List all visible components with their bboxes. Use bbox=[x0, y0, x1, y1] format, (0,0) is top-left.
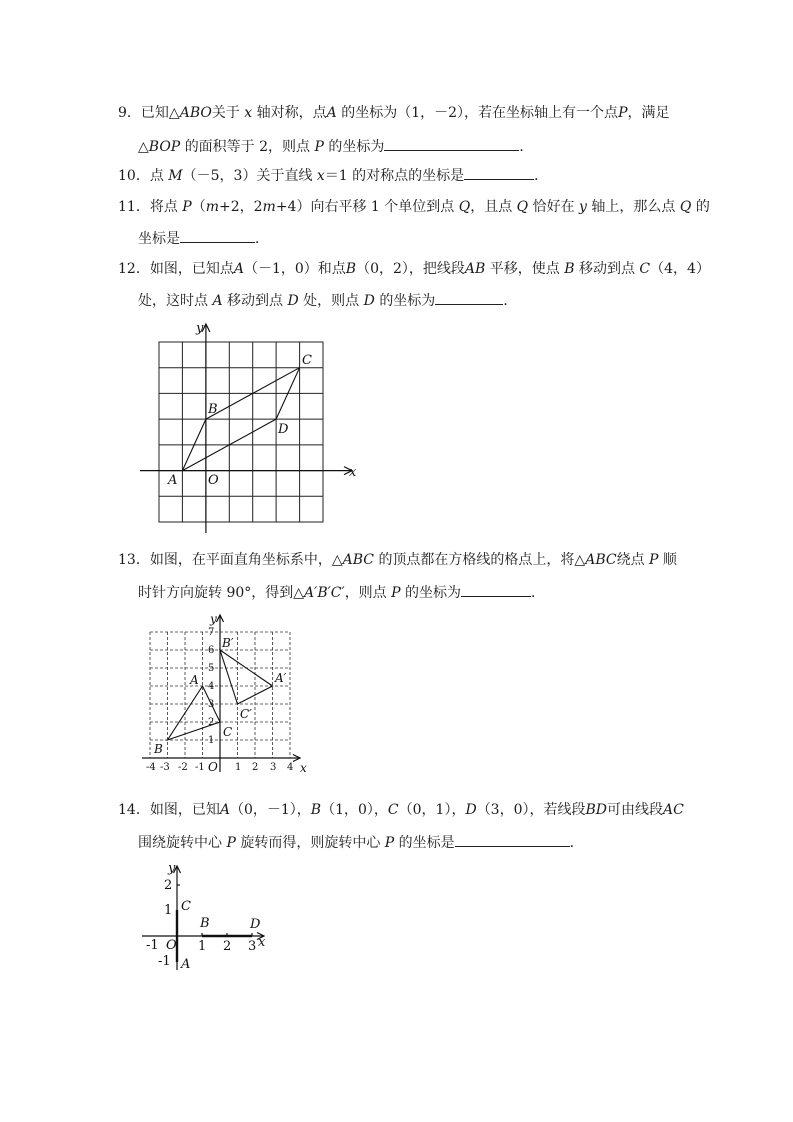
q12-point-b-label: B bbox=[208, 402, 218, 417]
q9-answer-blank[interactable] bbox=[384, 136, 519, 151]
q14-point-d-label: D bbox=[250, 917, 261, 932]
q14-point-b-label: B bbox=[200, 916, 210, 931]
q14-origin-label: O bbox=[166, 938, 177, 953]
q12-x-label: x bbox=[349, 465, 357, 480]
q13-ytick: 1 bbox=[208, 735, 215, 746]
q14-answer-blank[interactable] bbox=[455, 832, 570, 847]
q12-point-c-label: C bbox=[302, 353, 312, 368]
q13-point-b1-label: B′ bbox=[222, 636, 234, 650]
q12-axes bbox=[140, 324, 352, 533]
q10-answer-blank[interactable] bbox=[464, 165, 534, 180]
q14-point-c-label: C bbox=[181, 899, 191, 914]
q14-x-label: x bbox=[258, 935, 266, 950]
q9-number: 9． bbox=[118, 105, 141, 121]
q11-answer-blank[interactable] bbox=[180, 228, 255, 243]
q13-answer-blank[interactable] bbox=[461, 582, 531, 597]
q12-point-a-label: A bbox=[168, 473, 178, 488]
q14-xtick-minus-1: -1 bbox=[146, 938, 159, 953]
q13-xtick: 1 bbox=[235, 762, 242, 773]
q13-xtick: -2 bbox=[178, 762, 188, 773]
triangle-abc bbox=[168, 686, 221, 740]
q9-line-2: △BOP 的面积等于 2，则点 P 的坐标为 ． bbox=[138, 136, 533, 157]
q12-number: 12． bbox=[118, 261, 150, 277]
q12-grid bbox=[159, 342, 323, 522]
q13-ytick: 6 bbox=[208, 645, 215, 656]
q14-figure bbox=[140, 860, 280, 975]
q13-xtick: 3 bbox=[270, 762, 277, 773]
q13-ytick: 2 bbox=[208, 717, 215, 728]
q9-line-1: 9．已知△ABO关于 x 轴对称，点A 的坐标为（1，－2），若在坐标轴上有一个点P，满足 bbox=[118, 105, 670, 121]
q14-ytick-2: 2 bbox=[164, 878, 173, 893]
q12-line-2: 处，这时点 A 移动到点 D 处，则点 D 的坐标为 ． bbox=[138, 290, 517, 311]
q13-xtick: 4 bbox=[287, 762, 294, 773]
q13-point-a1-label: A′ bbox=[275, 671, 287, 685]
q13-point-b-label: B bbox=[154, 742, 163, 756]
q12-origin-label: O bbox=[208, 473, 219, 488]
q11-line-2: 坐标是 ． bbox=[138, 228, 269, 249]
q14-ytick-1: 1 bbox=[164, 903, 173, 918]
q14-line-1: 14．如图，已知A（0，－1），B（1，0），C（0，1），D（3，0），若线段BD可由线段AC bbox=[118, 802, 684, 818]
q12-y-label: y bbox=[196, 321, 204, 336]
q14-xtick-3: 3 bbox=[248, 939, 257, 954]
q13-line-1: 13．如图，在平面直角坐标系中，△ABC 的顶点都在方格线的格点上，将△ABC绕点 P 顺 bbox=[118, 552, 677, 568]
q14-ytick-minus-1: -1 bbox=[158, 954, 171, 969]
q13-ytick: 4 bbox=[208, 681, 215, 692]
q13-y-label: y bbox=[210, 612, 217, 626]
q13-origin-label: O bbox=[208, 760, 218, 774]
q14-point-a-label: A bbox=[181, 957, 191, 972]
q10-number: 10． bbox=[118, 168, 150, 184]
q12-point-d-label: D bbox=[278, 422, 289, 437]
q13-figure bbox=[138, 610, 313, 780]
q13-xtick: -3 bbox=[160, 762, 170, 773]
q12-answer-blank[interactable] bbox=[435, 290, 503, 305]
q13-ytick: 3 bbox=[208, 699, 215, 710]
q14-number: 14． bbox=[118, 802, 150, 818]
q11-number: 11． bbox=[118, 199, 150, 215]
q14-xtick-2: 2 bbox=[223, 939, 232, 954]
q11-line-1: 11．将点 P（m+2，2m+4）向右平移 1 个单位到点 Q，且点 Q 恰好在 y 轴上，那么点 Q 的 bbox=[118, 199, 710, 215]
q12-line-1: 12．如图，已知点A（－1，0）和点B（0，2），把线段AB 平移，使点 B 移动到点 C（4，4） bbox=[118, 261, 710, 277]
triangle-a1b1c1 bbox=[220, 650, 273, 704]
q10-line-1: 10．点 M（－5，3）关于直线 x＝1 的对称点的坐标是 ． bbox=[118, 165, 548, 186]
q14-line-2: 围绕旋转中心 P 旋转而得，则旋转中心 P 的坐标是 ． bbox=[138, 832, 584, 853]
q13-x-label: x bbox=[300, 761, 307, 775]
q13-line-2: 时针方向旋转 90°，得到△A′B′C′，则点 P 的坐标为 ． bbox=[138, 582, 545, 603]
q13-xtick: -4 bbox=[146, 762, 156, 773]
q13-xtick: -1 bbox=[195, 762, 205, 773]
q13-axes bbox=[142, 615, 300, 772]
q13-number: 13． bbox=[118, 552, 150, 568]
q13-ytick: 7 bbox=[208, 627, 215, 638]
q13-point-c-label: C bbox=[223, 725, 233, 739]
q13-point-a-label: A bbox=[190, 673, 199, 687]
q14-y-label: y bbox=[168, 861, 176, 876]
q13-ytick: 5 bbox=[208, 663, 215, 674]
q13-xtick: 2 bbox=[252, 762, 259, 773]
q13-point-c1-label: C′ bbox=[240, 707, 252, 721]
q12-figure bbox=[140, 318, 370, 538]
q14-xtick-1: 1 bbox=[198, 939, 207, 954]
